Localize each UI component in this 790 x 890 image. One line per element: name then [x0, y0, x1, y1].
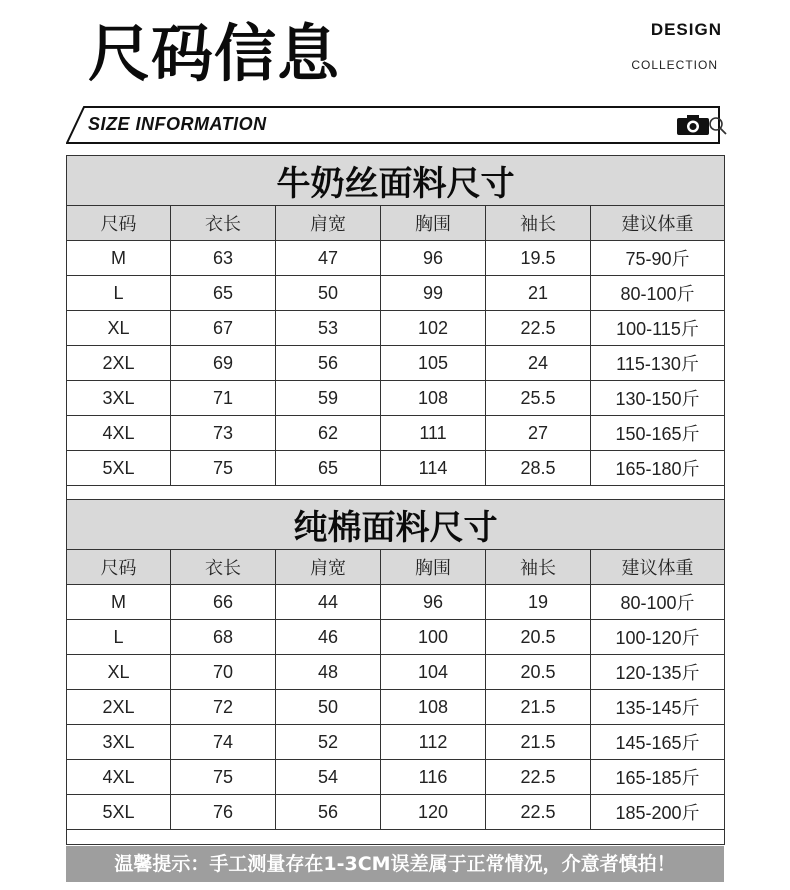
column-header: 衣长	[171, 206, 276, 241]
table-cell: 22.5	[486, 795, 591, 830]
table-cell: 96	[381, 241, 486, 276]
size-table-cotton	[66, 499, 725, 845]
table-row	[67, 690, 725, 725]
table-row	[67, 346, 725, 381]
table-cell: 165-180斤	[591, 451, 725, 486]
column-header: 建议体重	[591, 550, 725, 585]
table-cell: 59	[276, 381, 381, 416]
column-header: 胸围	[381, 550, 486, 585]
table-cell: 102	[381, 311, 486, 346]
table-cell: 100	[381, 620, 486, 655]
table-cell: 99	[381, 276, 486, 311]
design-label: DESIGN	[650, 20, 722, 39]
table-cell: 96	[381, 585, 486, 620]
table-cell: 66	[171, 585, 276, 620]
table-spacer-row	[67, 830, 725, 845]
table-cell: 116	[381, 760, 486, 795]
table-cell: 150-165斤	[591, 416, 725, 451]
table-cell: 5XL	[67, 451, 171, 486]
table-cell: 24	[486, 346, 591, 381]
table-cell: 53	[276, 311, 381, 346]
column-header: 尺码	[67, 206, 171, 241]
table-row	[67, 725, 725, 760]
table-cell: 70	[171, 655, 276, 690]
table-cell: 19	[486, 585, 591, 620]
table-cell: 105	[381, 346, 486, 381]
table-row	[67, 760, 725, 795]
table-cell: 52	[276, 725, 381, 760]
table-cell: 108	[381, 381, 486, 416]
table-cell: 76	[171, 795, 276, 830]
table-cell: 145-165斤	[591, 725, 725, 760]
table-cell: 62	[276, 416, 381, 451]
table-cell: 75	[171, 760, 276, 795]
table-cell: XL	[67, 655, 171, 690]
table-cell: 56	[276, 795, 381, 830]
table-cell: 108	[381, 690, 486, 725]
table-row	[67, 276, 725, 311]
measurement-notice: 温馨提示：手工测量存在1-3CM误差属于正常情况，介意者慎拍！	[66, 846, 724, 882]
size-table-milk-silk	[66, 155, 725, 501]
column-header: 胸围	[381, 206, 486, 241]
table-row	[67, 311, 725, 346]
table-cell: 68	[171, 620, 276, 655]
column-header: 建议体重	[591, 206, 725, 241]
table-cell: M	[67, 585, 171, 620]
table-cell: 67	[171, 311, 276, 346]
table-cell: 65	[171, 276, 276, 311]
table-cell: 135-145斤	[591, 690, 725, 725]
table-cell: 3XL	[67, 381, 171, 416]
table-row	[67, 451, 725, 486]
table-cell: 20.5	[486, 655, 591, 690]
column-header: 肩宽	[276, 206, 381, 241]
table-cell: 25.5	[486, 381, 591, 416]
table-cell: 50	[276, 276, 381, 311]
table-cell: 54	[276, 760, 381, 795]
table-cell: XL	[67, 311, 171, 346]
table-cell: 74	[171, 725, 276, 760]
size-information-label: SIZE INFORMATION	[88, 114, 267, 134]
table-cell: 65	[276, 451, 381, 486]
table-cell: 44	[276, 585, 381, 620]
table-spacer	[67, 830, 725, 845]
table-cell: 20.5	[486, 620, 591, 655]
table-cell: 48	[276, 655, 381, 690]
table-cell: 2XL	[67, 346, 171, 381]
table-cell: 165-185斤	[591, 760, 725, 795]
table-cell: 2XL	[67, 690, 171, 725]
table-cell: 100-115斤	[591, 311, 725, 346]
table-cell: M	[67, 241, 171, 276]
table-cell: 71	[171, 381, 276, 416]
table-row	[67, 620, 725, 655]
column-header: 尺码	[67, 550, 171, 585]
table-cell: 104	[381, 655, 486, 690]
column-header: 肩宽	[276, 550, 381, 585]
table-cell: 112	[381, 725, 486, 760]
table-cell: 3XL	[67, 725, 171, 760]
column-header: 袖长	[486, 206, 591, 241]
table-row	[67, 655, 725, 690]
table-cell: 50	[276, 690, 381, 725]
column-header: 袖长	[486, 550, 591, 585]
table-title-row	[67, 500, 725, 550]
table-cell: 185-200斤	[591, 795, 725, 830]
table-cell: 114	[381, 451, 486, 486]
table-cell: L	[67, 276, 171, 311]
table-cell: 75	[171, 451, 276, 486]
table-cell: 120	[381, 795, 486, 830]
table-cell: 22.5	[486, 760, 591, 795]
table-title: 纯棉面料尺寸	[67, 500, 725, 550]
collection-label: COLLECTION	[631, 58, 718, 72]
table-cell: 4XL	[67, 416, 171, 451]
table-cell: 111	[381, 416, 486, 451]
table-title: 牛奶丝面料尺寸	[67, 156, 725, 206]
table-row	[67, 381, 725, 416]
table-cell: 21.5	[486, 690, 591, 725]
table-cell: L	[67, 620, 171, 655]
table-cell: 69	[171, 346, 276, 381]
table-row	[67, 416, 725, 451]
table-header-row	[67, 206, 725, 241]
table-cell: 28.5	[486, 451, 591, 486]
table-header-row	[67, 550, 725, 585]
table-cell: 4XL	[67, 760, 171, 795]
table-cell: 100-120斤	[591, 620, 725, 655]
page-title: 尺码信息	[88, 17, 341, 90]
size-information-bar	[66, 106, 720, 144]
table-cell: 22.5	[486, 311, 591, 346]
table-row	[67, 795, 725, 830]
table-cell: 80-100斤	[591, 276, 725, 311]
table-cell: 120-135斤	[591, 655, 725, 690]
table-cell: 21.5	[486, 725, 591, 760]
table-cell: 63	[171, 241, 276, 276]
table-row	[67, 241, 725, 276]
table-cell: 56	[276, 346, 381, 381]
table-cell: 19.5	[486, 241, 591, 276]
table-cell: 72	[171, 690, 276, 725]
table-cell: 47	[276, 241, 381, 276]
table-cell: 27	[486, 416, 591, 451]
column-header: 衣长	[171, 550, 276, 585]
table-cell: 5XL	[67, 795, 171, 830]
table-cell: 21	[486, 276, 591, 311]
table-cell: 130-150斤	[591, 381, 725, 416]
table-cell: 73	[171, 416, 276, 451]
table-cell: 75-90斤	[591, 241, 725, 276]
table-cell: 115-130斤	[591, 346, 725, 381]
table-cell: 46	[276, 620, 381, 655]
table-cell: 80-100斤	[591, 585, 725, 620]
table-row	[67, 585, 725, 620]
table-title-row	[67, 156, 725, 206]
